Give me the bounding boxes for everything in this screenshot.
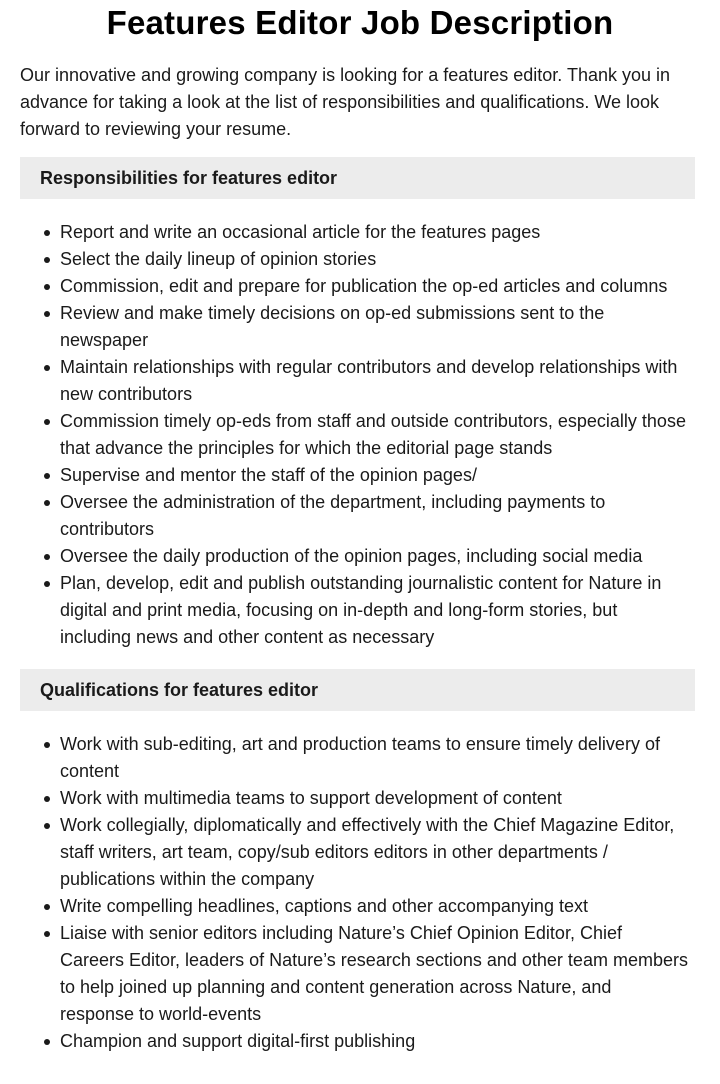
list-item: Champion and support digital-first publishing	[60, 1028, 695, 1055]
list-item: Write compelling headlines, captions and other accompanying text	[60, 893, 695, 920]
responsibilities-list	[20, 219, 695, 651]
responsibilities-heading: Responsibilities for features editor	[20, 157, 695, 199]
list-item: Supervise and mentor the staff of the opinion pages/	[60, 462, 695, 489]
list-item: Maintain relationships with regular contributors and develop relationships with new contributors	[60, 354, 695, 408]
list-item: Work with multimedia teams to support development of content	[60, 785, 695, 812]
list-item: Commission timely op-eds from staff and outside contributors, especially those that advance the principles for which the editorial page stands	[60, 408, 695, 462]
list-item: Review and make timely decisions on op-ed submissions sent to the newspaper	[60, 300, 695, 354]
list-item: Work with sub-editing, art and production teams to ensure timely delivery of content	[60, 731, 695, 785]
list-item: Plan, develop, edit and publish outstanding journalistic content for Nature in digital and print media, focusing on in-depth and long-form stories, but including news and other content as necessary	[60, 570, 695, 651]
page-title: Features Editor Job Description	[106, 4, 614, 41]
list-item: Liaise with senior editors including Nature’s Chief Opinion Editor, Chief Careers Editor, leaders of Nature’s research sections and other team members to help joined up planning and content generation across Nature, and response to world-events	[60, 920, 695, 1028]
list-item: Report and write an occasional article for the features pages	[60, 219, 695, 246]
list-item: Oversee the daily production of the opinion pages, including social media	[60, 543, 695, 570]
list-item: Oversee the administration of the department, including payments to contributors	[60, 489, 695, 543]
qualifications-list	[20, 731, 695, 1055]
list-item: Select the daily lineup of opinion stories	[60, 246, 695, 273]
list-item: Commission, edit and prepare for publication the op-ed articles and columns	[60, 273, 695, 300]
list-item: Work collegially, diplomatically and effectively with the Chief Magazine Editor, staff writers, art team, copy/sub editors editors in other departments / publications within the company	[60, 812, 695, 893]
intro-paragraph: Our innovative and growing company is looking for a features editor. Thank you in advance for taking a look at the list of responsibilities and qualifications. We look forward to reviewing your resume.	[20, 65, 671, 139]
qualifications-heading: Qualifications for features editor	[20, 669, 695, 711]
